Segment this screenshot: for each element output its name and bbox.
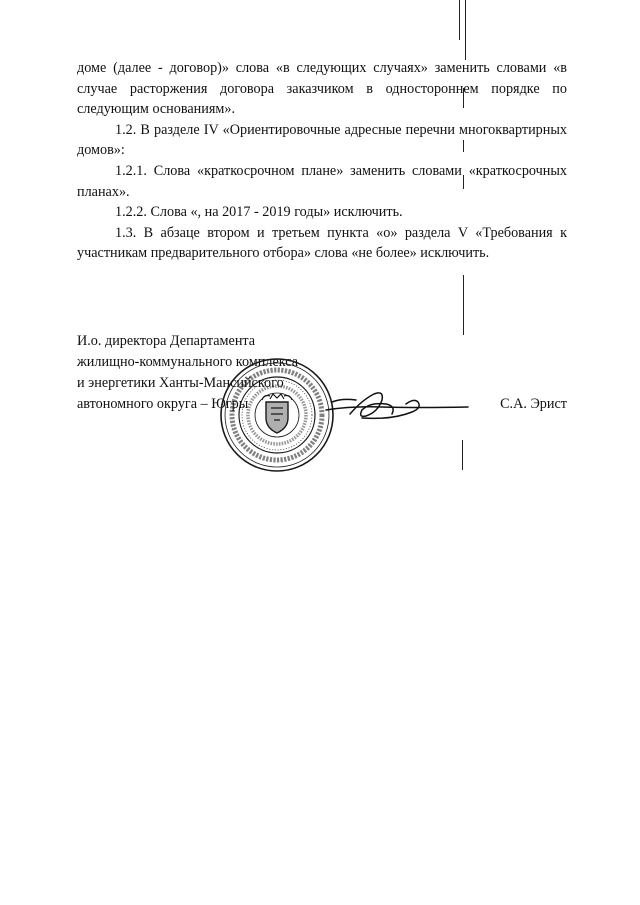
paragraph-1-2 xyxy=(77,120,567,161)
signer-title-line-1: И.о. директора Департамента xyxy=(77,333,256,349)
document-body xyxy=(77,58,567,264)
signer-title-line-3: и энергетики Ханты-Мансийского xyxy=(77,375,284,391)
signer-title-line-4: автономного округа – Югры xyxy=(77,396,249,412)
handwritten-signature-icon xyxy=(322,380,472,428)
scan-edge-line xyxy=(463,275,464,335)
paragraph-1-3: 1.3. В абзаце втором и третьем пункта «о» раздела V «Требования к участникам предварительного отбора» слова «не более» исключить. xyxy=(77,224,567,262)
official-seal-icon xyxy=(218,356,336,474)
scan-edge-line xyxy=(459,0,460,40)
signer-title-line-2: жилищно-коммунального комплекса xyxy=(77,354,299,370)
paragraph-1-2-2: 1.2.2. Слова «, на 2017 - 2019 годы» исключить. xyxy=(115,204,403,221)
signer-name: С.А. Эрист xyxy=(500,396,567,412)
paragraph-continuation: доме (далее - договор)» слова «в следующих случаях» заменить словами «в случае расторжения договора заказчиком в одностороннем порядке по следующим основаниям». xyxy=(77,60,567,118)
scan-edge-line xyxy=(462,440,463,470)
scan-edge-line xyxy=(465,0,466,60)
paragraph-1-2-1: 1.2.1. Слова «краткосрочном плане» заменить словами «краткосрочных планах». xyxy=(77,162,567,200)
paragraph-1-2-text: 1.2. В разделе IV «Ориентировочные адресные перечни многоквартирных домов»: xyxy=(77,121,567,159)
